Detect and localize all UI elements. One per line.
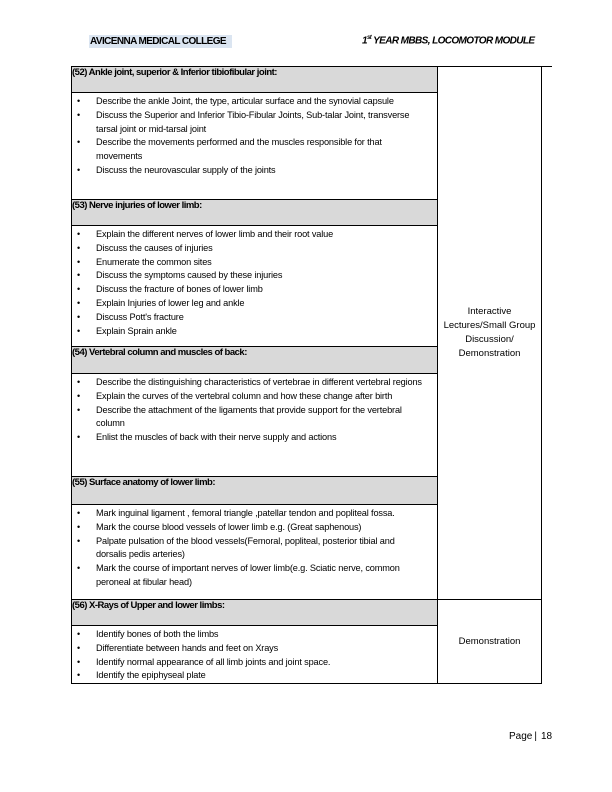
objective-item: • Identify normal appearance of all limb joints and joint space. [72, 656, 437, 670]
module-outline-table [71, 66, 542, 684]
module-name: YEAR MBBS, LOCOMOTOR MODULE [371, 35, 535, 47]
objective-item: • Mark the course blood vessels of lower limb e.g. (Great saphenous) [72, 521, 437, 535]
topic-54-heading: (54) Vertebral column and muscles of back: [72, 347, 438, 374]
objective-item: • Describe the movements performed and the muscles responsible for that movements [72, 136, 437, 164]
college-name: AVICENNA MEDICAL COLLEGE [89, 35, 232, 48]
topic-52-objectives [72, 93, 438, 200]
objective-item: • Describe the ankle Joint, the type, articular surface and the synovial capsule [72, 95, 437, 109]
page-footer [509, 731, 552, 742]
objective-item: • Describe the attachment of the ligaments that provide support for the vertebral column [72, 404, 437, 432]
objective-item: • Discuss the fracture of bones of lower limb [72, 283, 437, 297]
topic-53-heading: (53) Nerve injuries of lower limb: [72, 200, 438, 226]
objective-item: • Identify the epiphyseal plate [72, 669, 437, 683]
objective-item: • Explain the curves of the vertebral column and how these change after birth [72, 390, 437, 404]
objective-item: • Discuss the symptoms caused by these injuries [72, 269, 437, 283]
objective-item: • Explain Sprain ankle [72, 325, 437, 339]
year-suffix: st [366, 35, 372, 41]
objective-item: • Discuss the Superior and Inferior Tibio-Fibular Joints, Sub-talar Joint, transverse tarsal joint or mid-tarsal joint [72, 109, 437, 137]
objective-item: • Mark the course of important nerves of lower limb(e.g. Sciatic nerve, common peroneal at fibular head) [72, 562, 437, 590]
objective-item: • Discuss Pott's fracture [72, 311, 437, 325]
teaching-method-interactive: Interactive Lectures/Small Group Discussion/ Demonstration [438, 67, 542, 600]
page-label: Page [509, 731, 533, 742]
objective-item: • Discuss the causes of injuries [72, 242, 437, 256]
objective-item: • Enlist the muscles of back with their nerve supply and actions [72, 431, 437, 445]
objective-item: • Palpate pulsation of the blood vessels(Femoral, popliteal, posterior tibial and dorsalis pedis arteries) [72, 535, 437, 563]
topic-55-heading: (55) Surface anatomy of lower limb: [72, 477, 438, 505]
objective-item: • Differentiate between hands and feet on Xrays [72, 642, 437, 656]
module-title [362, 35, 535, 46]
objective-item: • Explain Injuries of lower leg and ankle [72, 297, 437, 311]
page-number: 18 [540, 731, 553, 742]
teaching-method-demonstration: Demonstration [438, 600, 542, 684]
objective-item: • Identify bones of both the limbs [72, 628, 437, 642]
topic-56-heading: (56) X-Rays of Upper and lower limbs: [72, 600, 438, 626]
year-number: 1 [362, 35, 367, 47]
objective-item: • Discuss the neurovascular supply of the joints [72, 164, 437, 178]
topic-52-heading: (52) Ankle joint, superior & Inferior tibiofibular joint: [72, 67, 438, 93]
objective-item: • Enumerate the common sites [72, 256, 437, 270]
topic-54-objectives [72, 374, 438, 477]
topic-56-objectives [72, 626, 438, 684]
page-separator: | [534, 731, 537, 742]
objective-item: • Explain the different nerves of lower limb and their root value [72, 228, 437, 242]
objective-item: • Describe the distinguishing characteristics of vertebrae in different vertebral regions [72, 376, 437, 390]
topic-55-objectives [72, 505, 438, 600]
objective-item: • Mark inguinal ligament , femoral triangle ,patellar tendon and popliteal fossa. [72, 507, 437, 521]
topic-53-objectives [72, 226, 438, 347]
